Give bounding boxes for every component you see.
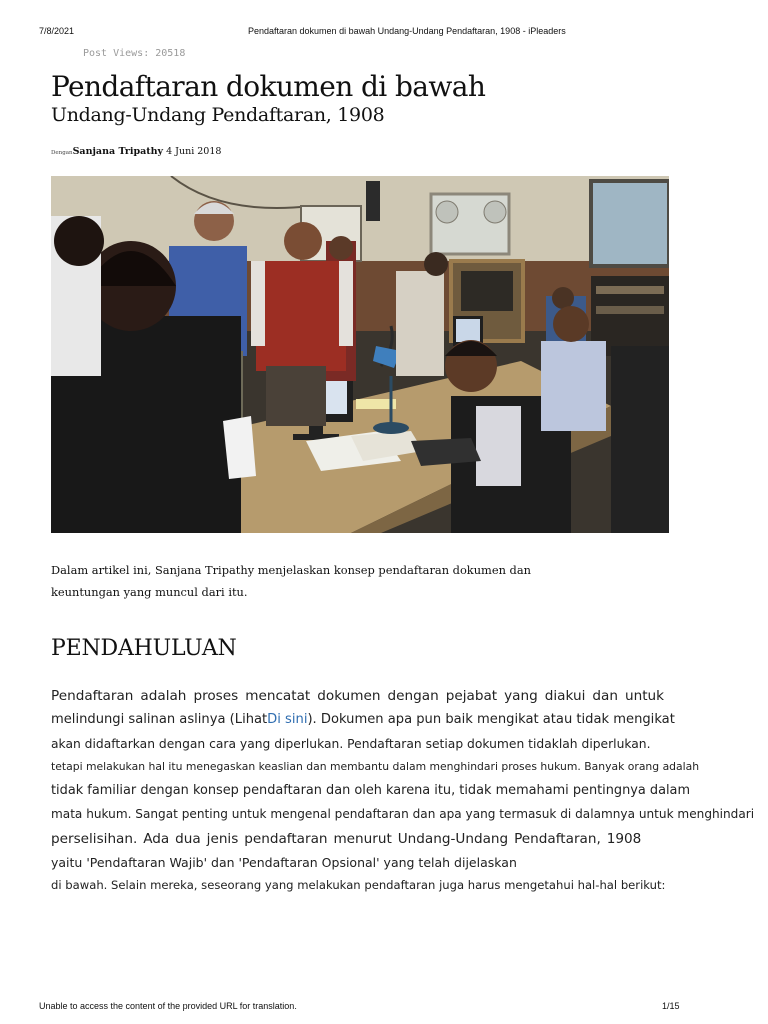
body-line: tidak familiar dengan konsep pendaftaran dan oleh karena itu, tidak memahami pentingnya dalam [51,783,691,798]
body-line: di bawah. Selain mereka, seseorang yang melakukan pendaftaran juga harus mengetahui hal-hal berikut: [51,878,666,892]
post-views: Post Views: 20518 [83,48,186,59]
intro-line-2: keuntungan yang muncul dari itu. [51,585,248,599]
byline [51,146,221,157]
body-line: Pendaftaran adalah proses mencatat dokumen dengan pejabat yang diakui dan untuk [51,688,665,704]
print-footer-notice: Unable to access the content of the provided URL for translation. [39,1001,297,1011]
print-page-number: 1/15 [662,1001,680,1011]
di-sini-link[interactable]: Di sini [267,712,308,727]
byline-prefix: Dengan [51,150,73,156]
body-text: ). Dokumen apa pun baik mengikat atau tidak mengikat [307,712,675,727]
body-line: yaitu 'Pendaftaran Wajib' dan 'Pendaftaran Opsional' yang telah dijelaskan [51,855,517,870]
article-title: Pendaftaran dokumen di bawah [51,70,486,103]
body-line [51,712,675,727]
section-heading: PENDAHULUAN [51,636,237,661]
print-page-title: Pendaftaran dokumen di bawah Undang-Undang Pendaftaran, 1908 - iPleaders [248,26,566,36]
article-subtitle: Undang-Undang Pendaftaran, 1908 [51,104,385,126]
body-text: melindungi salinan aslinya (Lihat [51,712,268,727]
body-line: akan didaftarkan dengan cara yang diperlukan. Pendaftaran setiap dokumen tidaklah diperlukan. [51,737,651,751]
article-photo [51,176,669,533]
publish-date: 4 Juni 2018 [166,146,222,157]
body-line: mata hukum. Sangat penting untuk mengenal pendaftaran dan apa yang termasuk di dalamnya untuk menghindari [51,807,755,821]
body-line: perselisihan. Ada dua jenis pendaftaran menurut Undang-Undang Pendaftaran, 1908 [51,831,642,847]
author-link[interactable]: Sanjana Tripathy [72,146,164,157]
print-date: 7/8/2021 [39,26,75,36]
intro-line-1: Dalam artikel ini, Sanjana Tripathy menjelaskan konsep pendaftaran dokumen dan [51,563,531,577]
body-line: tetapi melakukan hal itu menegaskan keaslian dan membantu dalam menghindari proses hukum. Banyak orang adalah [51,760,700,773]
